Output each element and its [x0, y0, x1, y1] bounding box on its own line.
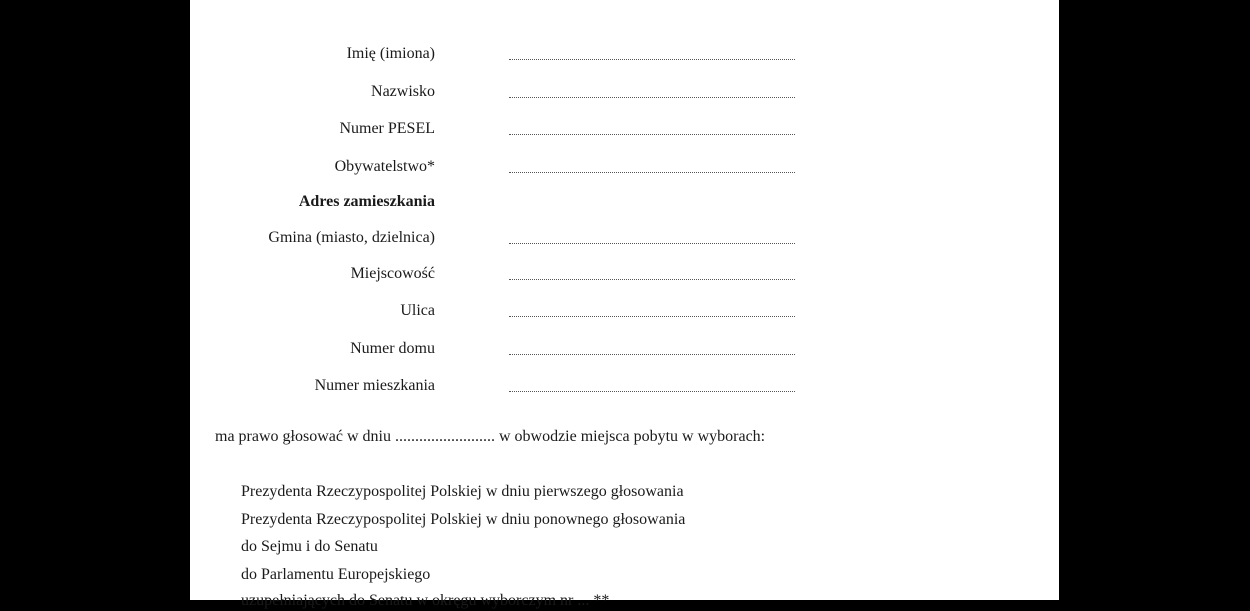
label-citizenship: Obywatelstwo*: [334, 158, 435, 175]
municipality-field[interactable]: [509, 241, 795, 244]
document-page: [190, 0, 1059, 609]
label-first-name: Imię (imiona): [346, 45, 435, 62]
label-pesel: Numer PESEL: [339, 120, 435, 137]
option-sejm-senate[interactable]: do Sejmu i do Senatu: [241, 538, 378, 555]
label-surname: Nazwisko: [371, 83, 435, 100]
option-senate-by-election[interactable]: uzupełniających do Senatu w okręgu wyborczym nr ... **: [241, 592, 610, 609]
apartment-number-field[interactable]: [509, 389, 795, 392]
label-house-number: Numer domu: [350, 340, 435, 357]
surname-field[interactable]: [509, 95, 795, 98]
label-municipality: Gmina (miasto, dzielnica): [268, 229, 435, 246]
option-presidential-second-round[interactable]: Prezydenta Rzeczypospolitej Polskiej w dniu ponownego głosowania: [241, 511, 686, 528]
label-apartment-number: Numer mieszkania: [314, 377, 435, 394]
option-presidential-first-round[interactable]: Prezydenta Rzeczypospolitej Polskiej w dniu pierwszego głosowania: [241, 483, 684, 500]
locality-field[interactable]: [509, 277, 795, 280]
house-number-field[interactable]: [509, 352, 795, 355]
option-european-parliament[interactable]: do Parlamentu Europejskiego: [241, 566, 431, 583]
section-heading-address: Adres zamieszkania: [298, 193, 435, 210]
label-locality: Miejscowość: [350, 265, 435, 282]
citizenship-field[interactable]: [509, 170, 795, 173]
street-field[interactable]: [509, 314, 795, 317]
label-street: Ulica: [400, 302, 435, 319]
voting-right-sentence: ma prawo głosować w dniu ......................... w obwodzie miejsca pobytu w wyborach:: [215, 428, 766, 445]
pesel-field[interactable]: [509, 132, 795, 135]
first-name-field[interactable]: [509, 57, 795, 60]
